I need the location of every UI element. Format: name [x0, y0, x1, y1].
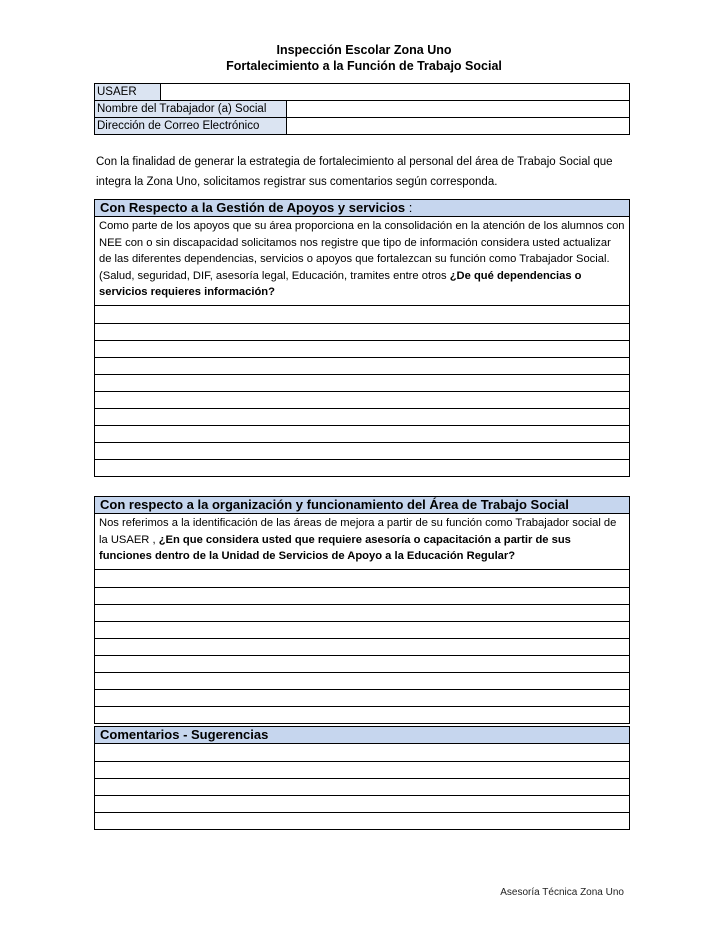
- intro-paragraph: Con la finalidad de generar la estrategia de fortalecimiento al personal del área de Trabajo Social que integra la Zona Uno, solicitamos registrar sus comentarios según corresponda.: [96, 156, 613, 188]
- social-worker-name-field[interactable]: [287, 101, 629, 117]
- section-description-text: Como parte de los apoyos que su área proporciona en la consolidación en la atención de los alumnos con NEE con o sin discapacidad solicitamos nos registre que tipo de información considera usted actualizar de las diferentes dependencias, servicios o apoyos que fortalezcan su función como Trabajador Social. (Salud, seguridad, DIF, asesoría legal, Educación, tramites entre otros: [99, 220, 625, 282]
- answer-line[interactable]: [95, 306, 629, 323]
- answer-line[interactable]: [95, 570, 629, 587]
- identification-table: [94, 83, 630, 135]
- answer-line[interactable]: [95, 604, 629, 621]
- answer-line[interactable]: [95, 689, 629, 706]
- answer-line[interactable]: [95, 357, 629, 374]
- answer-line[interactable]: [95, 761, 629, 778]
- usaer-field[interactable]: [161, 84, 629, 100]
- section-organization: [94, 496, 630, 724]
- answer-line[interactable]: [95, 706, 629, 723]
- answer-line[interactable]: [95, 655, 629, 672]
- email-row: [95, 117, 629, 134]
- answer-line[interactable]: [95, 340, 629, 357]
- answer-line[interactable]: [95, 425, 629, 442]
- document-title: Inspección Escolar Zona Uno: [276, 43, 452, 57]
- section-header: [95, 200, 629, 217]
- answer-line[interactable]: [95, 374, 629, 391]
- email-field[interactable]: [287, 118, 629, 134]
- answer-line[interactable]: [95, 587, 629, 604]
- social-worker-name-row: [95, 100, 629, 117]
- footer-text: Asesoría Técnica Zona Uno: [500, 887, 624, 898]
- section-question: ¿De qué dependencias o servicios requieres información?: [99, 269, 582, 299]
- usaer-label: USAER: [95, 84, 161, 100]
- answer-line[interactable]: [95, 672, 629, 689]
- answer-line[interactable]: [95, 638, 629, 655]
- answer-line[interactable]: [95, 391, 629, 408]
- section-question: ¿En que considera usted que requiere asesoría o capacitación a partir de sus funciones dentro de la Unidad de Servicios de Apoyo a la Educación Regular?: [99, 533, 571, 563]
- answer-line[interactable]: [95, 621, 629, 638]
- answer-lines: [95, 744, 629, 829]
- section-title-suffix: :: [405, 200, 413, 215]
- section-header: [95, 727, 629, 744]
- section-title: Con respecto a la organización y funcionamiento del Área de Trabajo Social: [100, 497, 569, 512]
- document-subtitle: Fortalecimiento a la Función de Trabajo Social: [226, 59, 502, 73]
- answer-line[interactable]: [95, 795, 629, 812]
- answer-line[interactable]: [95, 778, 629, 795]
- answer-line[interactable]: [95, 812, 629, 829]
- answer-line[interactable]: [95, 323, 629, 340]
- answer-lines: [95, 570, 629, 723]
- answer-line[interactable]: [95, 459, 629, 476]
- section-description: [95, 217, 629, 306]
- answer-line[interactable]: [95, 744, 629, 761]
- social-worker-name-label: Nombre del Trabajador (a) Social: [95, 101, 287, 117]
- email-label: Dirección de Correo Electrónico: [95, 118, 287, 134]
- section-title: Con Respecto a la Gestión de Apoyos y servicios: [100, 200, 406, 215]
- answer-line[interactable]: [95, 442, 629, 459]
- section-comments: [94, 726, 630, 830]
- section-title: Comentarios - Sugerencias: [100, 727, 269, 742]
- section-description: [95, 514, 629, 570]
- answer-lines: [95, 306, 629, 476]
- usaer-row: [95, 84, 629, 100]
- answer-line[interactable]: [95, 408, 629, 425]
- section-support-services: [94, 199, 630, 477]
- section-header: [95, 497, 629, 514]
- section-description-text: Nos referimos a la identificación de las áreas de mejora a partir de su función como Trabajador social de la USAER ,: [99, 517, 617, 546]
